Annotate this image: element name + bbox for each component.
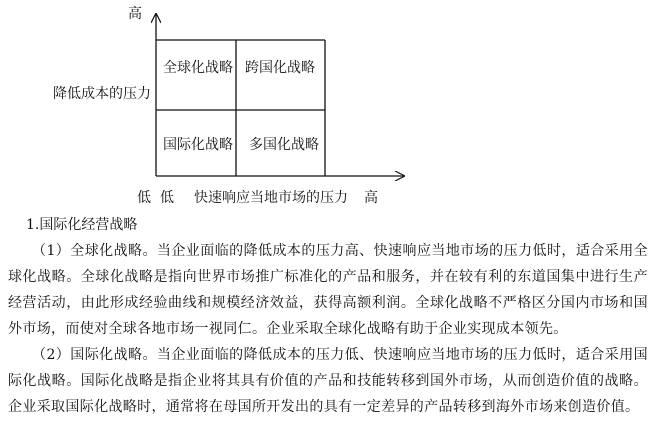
paragraph-global-strategy: （1）全球化战略。当企业面临的降低成本的压力高、快速响应当地市场的压力低时，适合采用全球化战略。全球化战略是指向世界市场推广标准化的产品和服务，并在较有利的东道国集中进行生产经营活动，由此形成经验曲线和规模经济效益，获得高额利润。全球化战略不严格区分国内市场和国外市场，而使对全球各地市场一视同仁。企业采取全球化战略有助于企业实现成本领先。: [8, 243, 648, 337]
y-axis-high-label: 高: [128, 6, 142, 22]
x-axis-high-label: 高: [364, 190, 378, 206]
cell-multidomestic-strategy: 多国化战略: [249, 137, 319, 153]
cell-global-strategy: 全球化战略: [163, 60, 233, 76]
cell-transnational-strategy: 跨国化战略: [245, 60, 315, 76]
paragraph-international-strategy: （2）国际化战略。当企业面临的降低成本的压力低、快速响应当地市场的压力低时，适合采用国际化战略。国际化战略是指企业将其具有价值的产品和技能转移到国外市场，从而创造价值的战略。企业采取国际化战略时，通常将在母国所开发出的具有一定差异的产品转移到海外市场来创造价值。: [8, 347, 648, 415]
section-heading: 1.国际化经营战略: [26, 217, 138, 233]
section-content: [8, 214, 648, 420]
x-axis-label: 快速响应当地市场的压力: [194, 190, 348, 206]
y-axis-low-label: 低: [137, 190, 151, 206]
y-axis-label: 降低成本的压力: [53, 86, 151, 102]
cell-international-strategy: 国际化战略: [163, 137, 233, 153]
x-axis-low-label: 低: [160, 190, 174, 206]
